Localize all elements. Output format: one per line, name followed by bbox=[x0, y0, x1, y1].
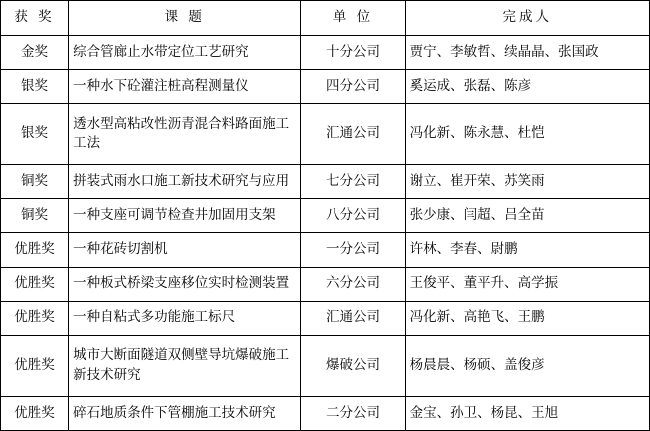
cell-topic: 拼装式雨水口施工新技术研究与应用 bbox=[69, 165, 301, 199]
cell-topic: 一种板式桥梁支座移位实时检测装置 bbox=[69, 267, 301, 301]
cell-topic: 一种花砖切割机 bbox=[69, 233, 301, 267]
table-row bbox=[1, 36, 650, 70]
cell-topic: 碎石地质条件下管棚施工技术研究 bbox=[69, 396, 301, 430]
cell-people: 冯化新、高艳飞、王鹏 bbox=[405, 301, 649, 335]
cell-unit: 八分公司 bbox=[301, 199, 405, 233]
cell-topic: 一种自粘式多功能施工标尺 bbox=[69, 301, 301, 335]
cell-people: 许林、李春、尉鹏 bbox=[405, 233, 649, 267]
cell-topic: 城市大断面隧道双侧壁导坑爆破施工新技术研究 bbox=[69, 335, 301, 396]
cell-people: 贾宁、李敏哲、续晶晶、张国政 bbox=[405, 36, 649, 70]
table-row bbox=[1, 104, 650, 165]
cell-award: 优胜奖 bbox=[1, 233, 69, 267]
table-body bbox=[1, 36, 650, 431]
table-row bbox=[1, 396, 650, 430]
cell-unit: 爆破公司 bbox=[301, 335, 405, 396]
cell-topic: 一种水下砼灌注桩高程测量仪 bbox=[69, 70, 301, 104]
cell-unit: 汇通公司 bbox=[301, 104, 405, 165]
cell-people: 王俊平、董平升、高学振 bbox=[405, 267, 649, 301]
table-row bbox=[1, 233, 650, 267]
cell-award: 铜奖 bbox=[1, 199, 69, 233]
cell-people: 杨晨晨、杨硕、盖俊彦 bbox=[405, 335, 649, 396]
table-header bbox=[1, 1, 650, 36]
cell-people: 张少康、闫超、吕全苗 bbox=[405, 199, 649, 233]
table-row bbox=[1, 335, 650, 396]
cell-unit: 七分公司 bbox=[301, 165, 405, 199]
cell-unit: 六分公司 bbox=[301, 267, 405, 301]
cell-people: 奚运成、张磊、陈彦 bbox=[405, 70, 649, 104]
header-people: 完成人 bbox=[405, 1, 649, 36]
cell-award: 优胜奖 bbox=[1, 301, 69, 335]
table-row bbox=[1, 267, 650, 301]
cell-unit: 一分公司 bbox=[301, 233, 405, 267]
header-row bbox=[1, 1, 650, 36]
cell-award: 优胜奖 bbox=[1, 267, 69, 301]
header-topic: 课 题 bbox=[69, 1, 301, 36]
cell-topic: 综合管廊止水带定位工艺研究 bbox=[69, 36, 301, 70]
table-row bbox=[1, 301, 650, 335]
header-unit: 单 位 bbox=[301, 1, 405, 36]
cell-award: 优胜奖 bbox=[1, 335, 69, 396]
cell-people: 冯化新、陈永慧、杜恺 bbox=[405, 104, 649, 165]
cell-award: 铜奖 bbox=[1, 165, 69, 199]
cell-topic: 一种支座可调节检查井加固用支架 bbox=[69, 199, 301, 233]
table-row bbox=[1, 165, 650, 199]
cell-unit: 二分公司 bbox=[301, 396, 405, 430]
table-row bbox=[1, 70, 650, 104]
cell-award: 金奖 bbox=[1, 36, 69, 70]
cell-award: 银奖 bbox=[1, 70, 69, 104]
cell-unit: 十分公司 bbox=[301, 36, 405, 70]
table-row bbox=[1, 199, 650, 233]
cell-unit: 四分公司 bbox=[301, 70, 405, 104]
cell-award: 优胜奖 bbox=[1, 396, 69, 430]
header-award: 获 奖 bbox=[1, 1, 69, 36]
cell-people: 谢立、崔开荣、苏笑雨 bbox=[405, 165, 649, 199]
cell-unit: 汇通公司 bbox=[301, 301, 405, 335]
cell-topic: 透水型高粘改性沥青混合料路面施工工法 bbox=[69, 104, 301, 165]
cell-award: 银奖 bbox=[1, 104, 69, 165]
cell-people: 金宝、孙卫、杨昆、王旭 bbox=[405, 396, 649, 430]
